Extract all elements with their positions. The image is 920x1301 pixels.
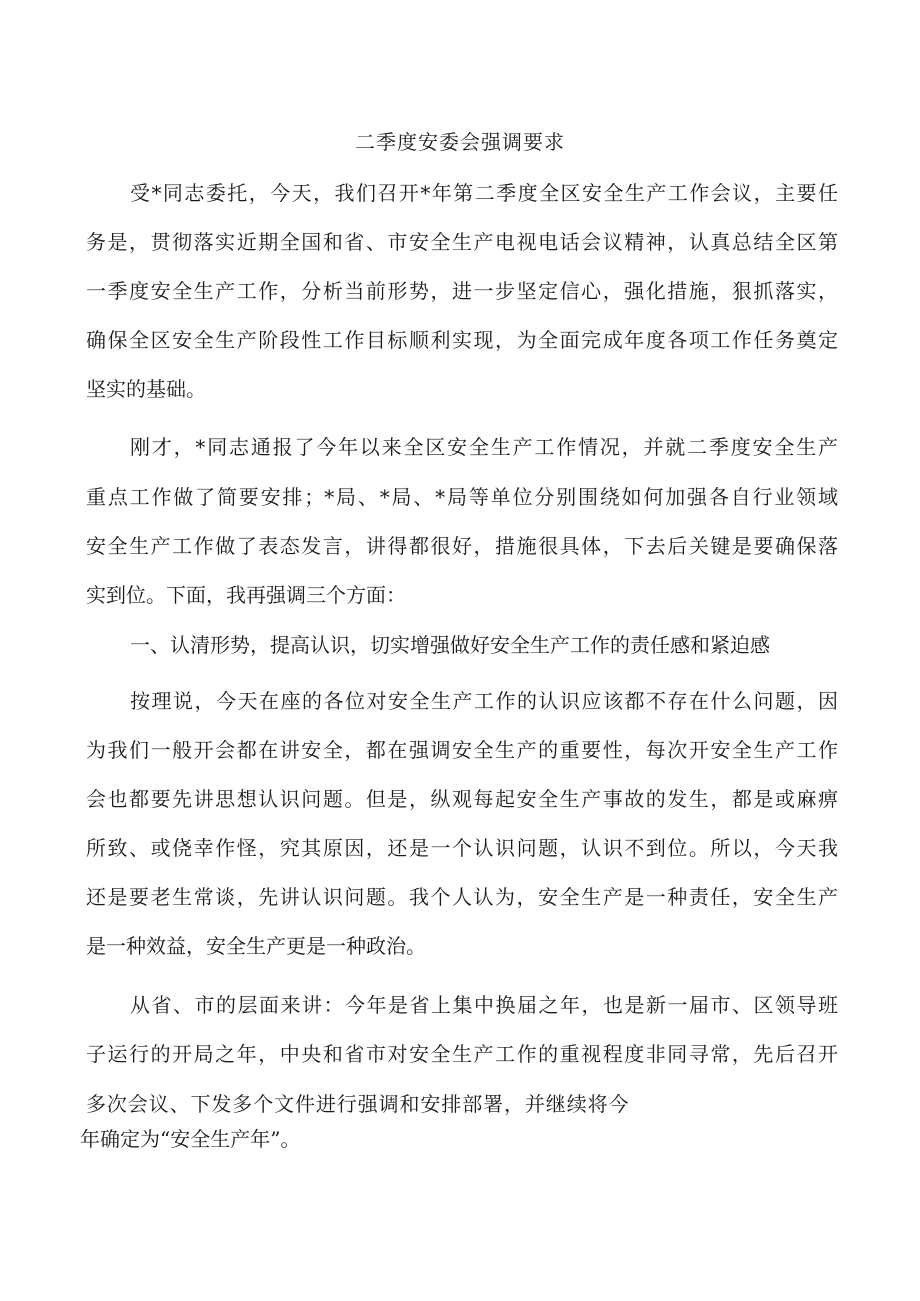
paragraph-line: 受*同志委托，今天，我们召开*年第二季度全区安全生产工作会议，主要任 [130,181,838,205]
paragraph-line: 多次会议、下发多个文件进行强调和安排部署，并继续将今 [86,1092,630,1116]
paragraph-line: 子运行的开局之年，中央和省市对安全生产工作的重视程度非同寻常，先后召开 [86,1042,838,1066]
section-heading: 一、认清形势，提高认识，切实增强做好安全生产工作的责任感和紧迫感 [130,633,770,657]
paragraph-line: 所致、或侥幸作怪，究其原因，还是一个认识问题，认识不到位。所以，今天我 [86,836,838,860]
paragraph-line: 一季度安全生产工作，分析当前形势，进一步坚定信心，强化措施，狠抓落实， [86,279,838,303]
paragraph-line: 确保全区安全生产阶段性工作目标顺利实现，为全面完成年度各项工作任务奠定 [86,328,838,352]
paragraph-line: 实到位。下面，我再强调三个方面： [86,583,406,607]
paragraph-line: 从省、市的层面来讲：今年是省上集中换届之年，也是新一届市、区领导班 [130,993,838,1017]
paragraph-line: 为我们一般开会都在讲安全，都在强调安全生产的重要性，每次开安全生产工作 [86,738,838,762]
paragraph-line: 安全生产工作做了表态发言，讲得都很好，措施很具体，下去后关键是要确保落 [86,534,838,558]
paragraph-line: 刚才，*同志通报了今年以来全区安全生产工作情况，并就二季度安全生产 [130,435,838,459]
paragraph-line: 按理说，今天在座的各位对安全生产工作的认识应该都不存在什么问题，因 [130,689,838,713]
paragraph-line: 还是要老生常谈，先讲认识问题。我个人认为，安全生产是一种责任，安全生产 [86,885,838,909]
paragraph-line: 务是，贯彻落实近期全国和省、市安全生产电视电话会议精神，认真总结全区第 [86,230,838,254]
paragraph-line: 是一种效益，安全生产更是一种政治。 [86,934,426,958]
paragraph-line: 重点工作做了简要安排；*局、*局、*局等单位分别围绕如何加强各自行业领域 [86,485,838,509]
paragraph-line: 会也都要先讲思想认识问题。但是，纵观每起安全生产事故的发生，都是或麻痹 [86,787,838,811]
document-title: 二季度安委会强调要求 [355,130,565,154]
paragraph-line: 坚实的基础。 [86,377,206,401]
paragraph-line: 年确定为“安全生产年”。 [80,1127,301,1151]
